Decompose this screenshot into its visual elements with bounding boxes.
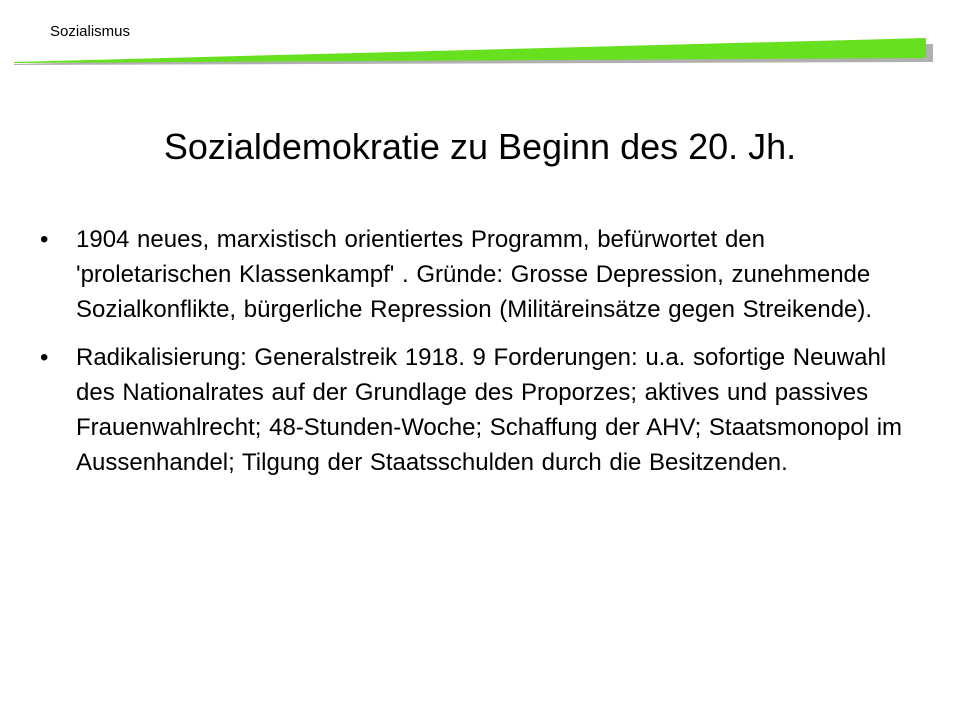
bullet-list — [40, 222, 920, 493]
bullet-dot-icon: • — [40, 226, 49, 253]
bullet-dot-icon: • — [40, 344, 49, 371]
bullet-text: Radikalisierung: Generalstreik 1918. 9 Forderungen: u.a. sofortige Neuwahl des Nationalrates auf der Grundlage des Proporzes; aktives und passives Frauenwahlrecht; 48-Stunden-Woche; Schaffung der AHV; Staatsmonopol im Aussenhandel; Tilgung der Staatsschulden durch die Besitzenden. — [76, 344, 903, 476]
bullet-text: 1904 neues, marxistisch orientiertes Programm, befürwortet den 'proletarischen Klassenkampf' . Gründe: Grosse Depression, zunehmende Sozialkonflikte, bürgerliche Repression (Militäreinsätze gegen Streikende). — [76, 226, 873, 323]
slide-title: Sozialdemokratie zu Beginn des 20. Jh. — [163, 126, 797, 167]
bullet-item — [40, 222, 920, 327]
header-label: Sozialismus — [50, 23, 131, 40]
header-swoosh — [0, 30, 960, 74]
bullet-item — [40, 340, 920, 480]
